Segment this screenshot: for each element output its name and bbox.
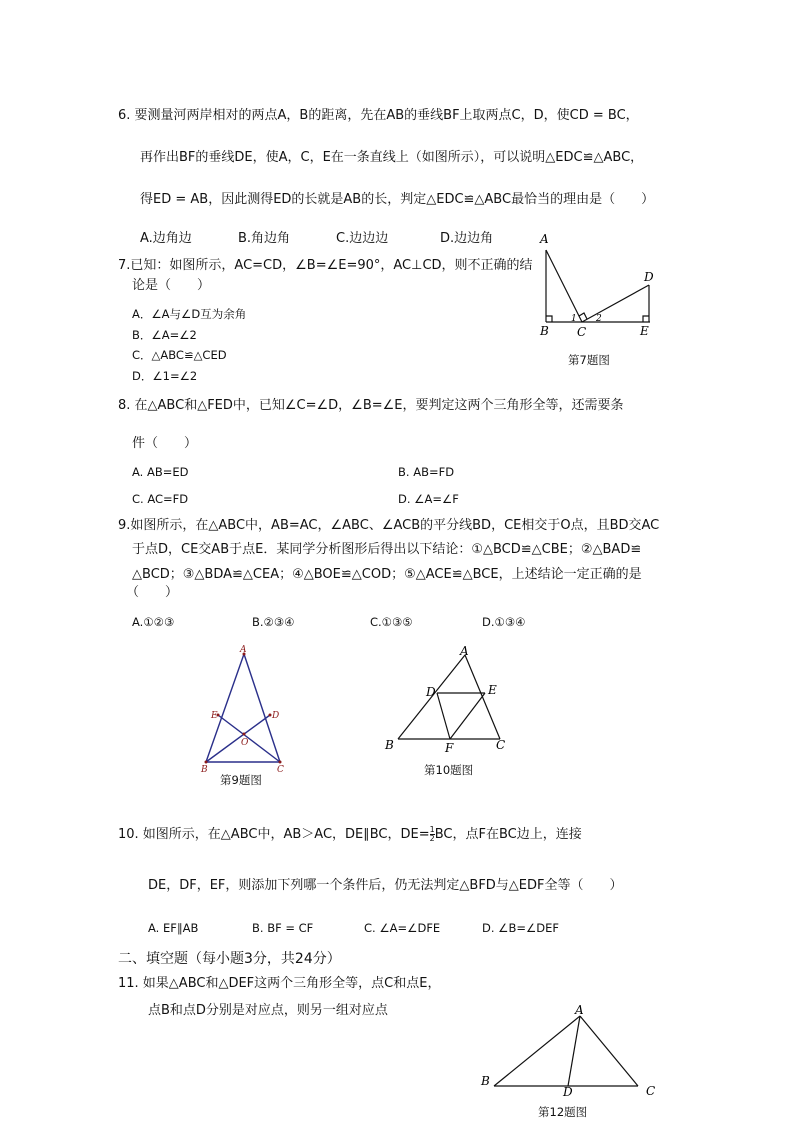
q9-option-c: C.①③⑤	[370, 615, 413, 629]
figure-q12-caption: 第12题图	[538, 1105, 588, 1119]
q8-line2: 件（ ）	[132, 436, 198, 451]
q10-option-c: C. ∠A=∠DFE	[364, 921, 441, 935]
q7-line2: 论是（ ）	[132, 278, 211, 293]
q6-line1: 6. 要测量河两岸相对的两点A，B的距离，先在AB的垂线BF上取两点C，D，使CD = BC，	[118, 108, 639, 123]
q7-option-a: A．∠A与∠D互为余角	[132, 307, 247, 321]
q8-line1: 8. 在△ABC和△FED中，已知∠C=∠D，∠B=∠E，要判定这两个三角形全等，还需要条	[118, 398, 624, 413]
q10-line1-start: 10. 如图所示，在△ABC中，AB＞AC，DE∥BC，DE=	[118, 827, 430, 842]
fig10-label-b: B	[385, 738, 394, 752]
fig10-label-c: C	[496, 738, 506, 752]
fig10-label-f: F	[445, 741, 454, 755]
q11-line1: 11. 如果△ABC和△DEF这两个三角形全等，点C和点E，	[118, 976, 441, 991]
fig7-label-angle2: 2	[596, 314, 602, 324]
figure-q7	[530, 230, 670, 340]
q9-option-b: B.②③④	[252, 615, 295, 629]
fig10-label-d: D	[426, 685, 436, 699]
fig10-label-e: E	[488, 683, 497, 697]
fig9-label-o: O	[241, 738, 249, 748]
figure-q7-caption: 第7题图	[568, 353, 610, 367]
q10-option-d: D. ∠B=∠DEF	[482, 921, 560, 935]
q8-option-b: B. AB=FD	[398, 465, 455, 479]
q6-line2: 再作出BF的垂线DE，使A，C，E在一条直线上（如图所示），可以说明△EDC≌△ABC，	[140, 150, 644, 165]
q7-option-c: C．△ABC≌△CED	[132, 348, 227, 362]
q9-option-d: D.①③④	[482, 615, 526, 629]
q8-option-c: C. AC=FD	[132, 492, 189, 506]
fig7-label-angle1: 1	[571, 314, 577, 324]
q6-line3: 得ED = AB，因此测得ED的长就是AB的长，判定△EDC≌△ABC最恰当的理由是（ ）	[140, 192, 655, 207]
q9-line4: （ ）	[126, 585, 179, 600]
section-heading-fill-in: 二、填空题（每小题3分，共24分）	[118, 951, 341, 967]
fig9-label-d: D	[272, 711, 280, 721]
fig9-label-c: C	[277, 765, 284, 775]
q8-option-a: A. AB=ED	[132, 465, 189, 479]
fraction-numerator: 1	[429, 825, 435, 834]
q10-line1	[118, 826, 582, 843]
fig12-label-a: A	[575, 1003, 584, 1017]
fig9-label-b: B	[201, 765, 208, 775]
q7-option-d: D．∠1=∠2	[132, 369, 198, 383]
figure-q12	[476, 1002, 661, 1097]
q9-option-a: A.①②③	[132, 615, 175, 629]
fig9-label-e: E	[211, 711, 218, 721]
fig12-label-d: D	[563, 1085, 573, 1099]
figure-q9	[196, 642, 296, 775]
figure-q9-caption: 第9题图	[220, 773, 262, 787]
q7-line1: 7.已知：如图所示，AC=CD，∠B=∠E=90°，AC⊥CD，则不正确的结	[118, 258, 533, 273]
figure-q10-caption: 第10题图	[424, 763, 474, 777]
q9-line2: 于点D，CE交AB于点E．某同学分析图形后得出以下结论：①△BCD≌△CBE；②△BAD≌	[132, 542, 642, 557]
fig7-label-c: C	[577, 325, 587, 339]
q6-option-d: D.边边角	[440, 231, 494, 246]
q10-option-a: A. EF∥AB	[148, 921, 199, 935]
q6-option-a: A.边角边	[140, 231, 192, 246]
q10-option-b: B. BF = CF	[252, 921, 314, 935]
fig7-label-d: D	[644, 270, 654, 284]
q9-line3: △BCD；③△BDA≌△CEA；④△BOE≌△COD；⑤△ACE≌△BCE，上述结论一定正确的是	[132, 567, 642, 582]
fig7-label-a: A	[540, 232, 549, 246]
q6-option-c: C.边边边	[336, 231, 389, 246]
q11-line2: 点B和点D分别是对应点，则另一组对应点	[148, 1003, 388, 1018]
figure-q10	[380, 645, 520, 757]
q10-line2: DE，DF，EF，则添加下列哪一个条件后，仍无法判定△BFD与△EDF全等（ ）	[148, 878, 623, 893]
fig12-label-c: C	[646, 1084, 656, 1098]
q9-line1: 9.如图所示，在△ABC中，AB=AC，∠ABC、∠ACB的平分线BD，CE相交于O点，且BD交AC	[118, 518, 660, 533]
fig12-label-b: B	[481, 1074, 490, 1088]
fig10-label-a: A	[460, 644, 469, 658]
q6-option-b: B.角边角	[238, 231, 291, 246]
fig9-label-a: A	[240, 645, 247, 655]
fraction-denominator: 2	[429, 834, 435, 843]
q10-line1-end: BC，点F在BC边上，连接	[434, 827, 582, 842]
fig7-label-b: B	[540, 324, 549, 338]
q8-option-d: D. ∠A=∠F	[398, 492, 459, 506]
q7-option-b: B．∠A=∠2	[132, 328, 197, 342]
fig7-label-e: E	[640, 324, 649, 338]
